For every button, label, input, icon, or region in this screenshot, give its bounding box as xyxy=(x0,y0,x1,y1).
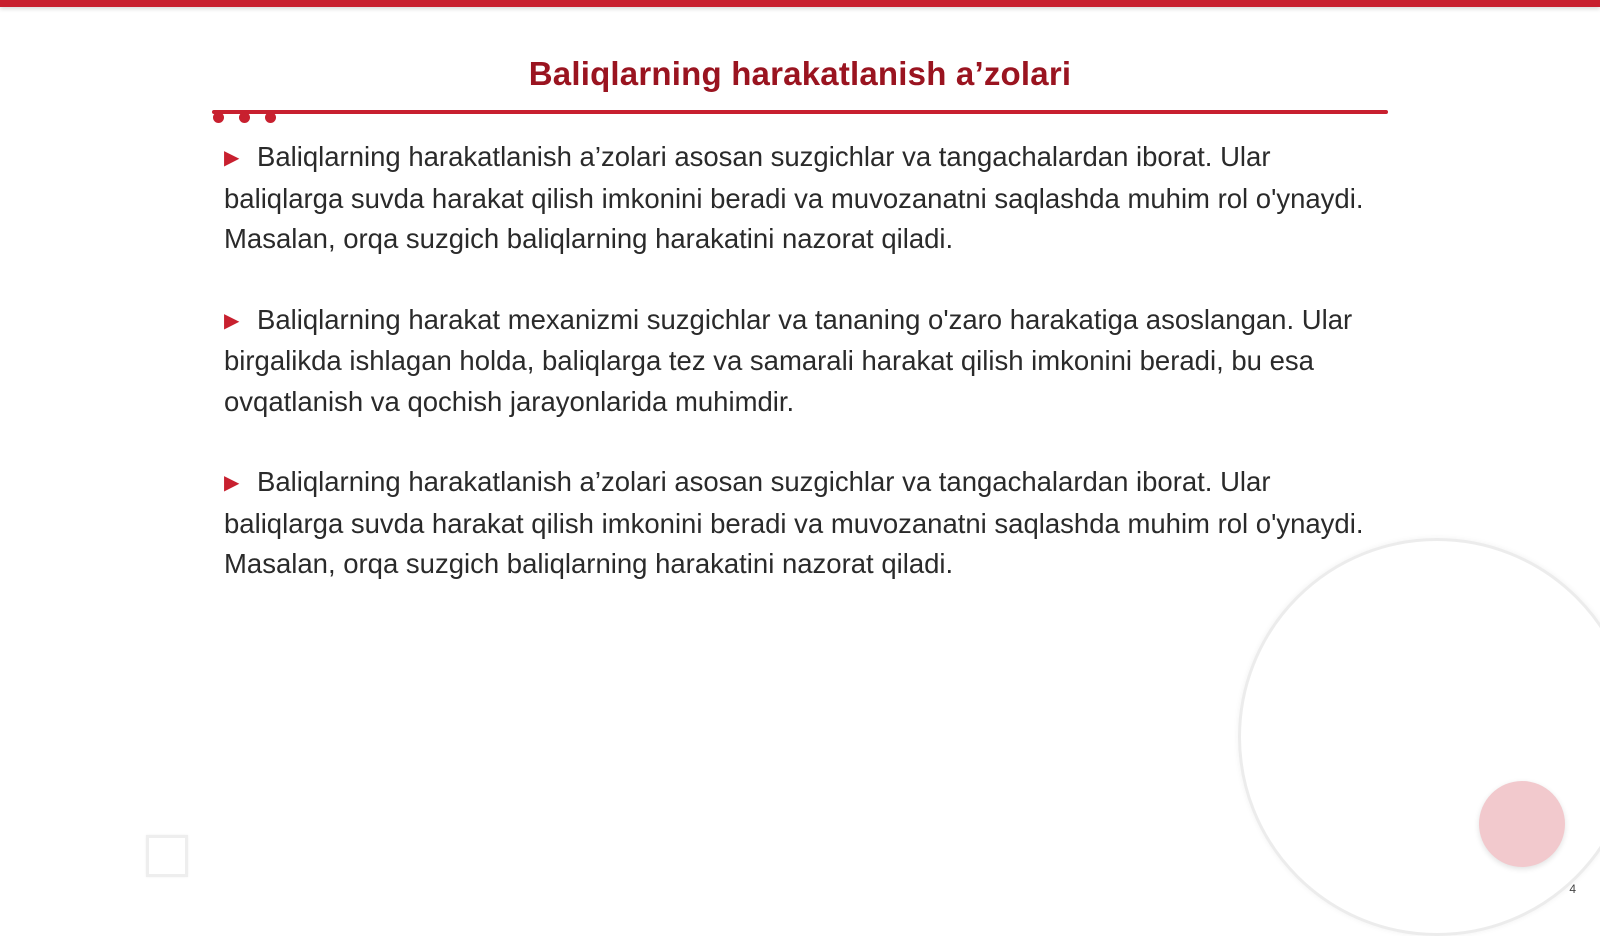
slide-content xyxy=(224,137,1384,625)
paragraph-text: Baliqlarning harakatlanish a’zolari asosan suzgichlar va tangachalardan iborat. Ular baliqlarga suvda harakat qilish imkonini beradi va muvozanatni saqlashda muhim rol o'ynaydi. Masalan, orqa suzgich baliqlarning harakatini nazorat qiladi. xyxy=(224,466,1364,579)
decorative-pink-circle xyxy=(1479,781,1565,867)
paragraph-text: Baliqlarning harakatlanish a’zolari asosan suzgichlar va tangachalardan iborat. Ular baliqlarga suvda harakat qilish imkonini beradi va muvozanatni saqlashda muhim rol o'ynaydi. Masalan, orqa suzgich baliqlarning harakatini nazorat qiladi. xyxy=(224,141,1364,254)
bullet-paragraph-3 xyxy=(224,462,1384,585)
bullet-paragraph-2 xyxy=(224,300,1384,423)
top-accent-bar xyxy=(0,0,1600,7)
paragraph-text: Baliqlarning harakat mexanizmi suzgichlar va tananing o'zaro harakatiga asoslangan. Ular birgalikda ishlagan holda, baliqlarga tez va samarali harakat qilish imkonini beradi, bu esa ovqatlanish va qochish jarayonlarida muhimdir. xyxy=(224,303,1353,417)
triangle-right-icon: ▶ xyxy=(224,309,240,332)
decorative-square xyxy=(146,835,188,877)
slide-title: Baliqlarning harakatlanish a’zolari xyxy=(528,55,1072,92)
triangle-right-icon: ▶ xyxy=(224,147,240,169)
bullet-paragraph-1 xyxy=(224,137,1384,260)
decorative-dot xyxy=(265,112,276,123)
decorative-dot xyxy=(213,112,224,123)
page-number: 4 xyxy=(1569,882,1576,896)
triangle-right-icon: ▶ xyxy=(224,472,240,494)
title-underline xyxy=(212,110,1388,114)
decorative-dot xyxy=(239,112,250,123)
